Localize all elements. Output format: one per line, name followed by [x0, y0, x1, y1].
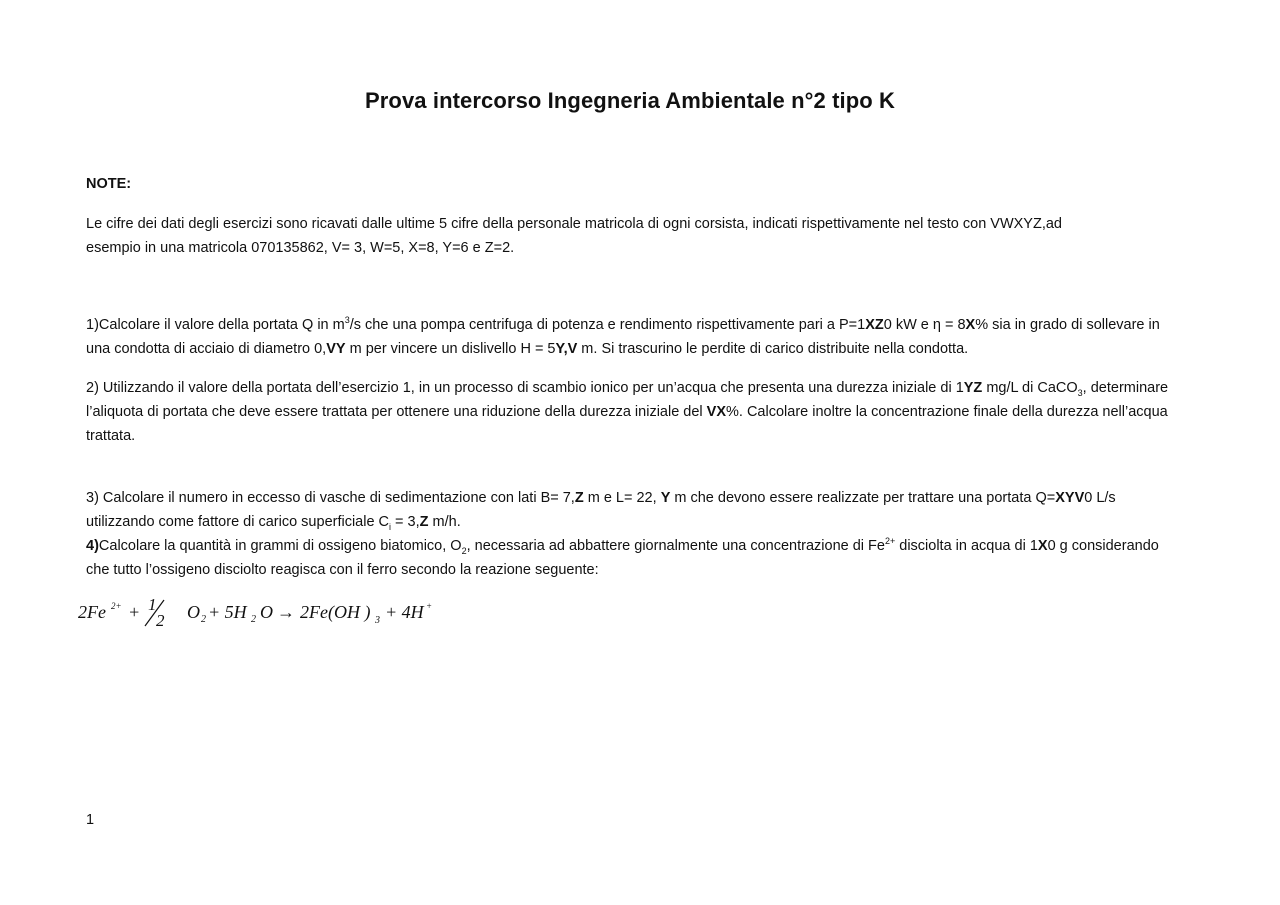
exercise-4-text: , necessaria ad abbattere giornalmente una concentrazione di Fe	[466, 538, 885, 554]
exercise-4	[86, 534, 1176, 582]
eq-term-iron: 2Fe	[78, 602, 106, 622]
exercise-1-text: m per vincere un dislivello H = 5	[345, 341, 556, 357]
reaction-equation	[78, 594, 478, 634]
exercise-3-variable: Y	[660, 490, 671, 506]
exercise-4-text: 0 g considerando che tutto l’ossigeno disciolto reagisca con il ferro secondo la reazione seguente:	[86, 538, 1159, 578]
exercise-1-text: % sia in grado di sollevare in una condotta di acciaio di diametro 0,	[86, 317, 1160, 357]
exercise-1-text: Calcolare il valore della portata Q in m	[98, 317, 345, 333]
document-title: Prova intercorso Ingegneria Ambientale n°2 tipo K	[365, 88, 895, 113]
exercise-3-number: 3)	[86, 490, 99, 506]
exercise-1-variable: Y,V	[555, 341, 578, 357]
exercise-2-text: , determinare l’aliquota di portata che deve essere trattata per ottenere una riduzione della durezza iniziale del	[86, 380, 1169, 420]
eq-term-hydrogen: + 4H	[385, 602, 424, 622]
eq-water-oxygen: O	[260, 602, 273, 622]
exercise-3-text: = 3,	[391, 514, 420, 530]
exercise-3-subscript: i	[389, 521, 392, 532]
intro-paragraph	[86, 212, 1176, 260]
exercise-3-variable: XYV	[1055, 490, 1085, 506]
intro-line-2: esempio in una matricola 070135862, V= 3, W=5, X=8, Y=6 e Z=2.	[86, 240, 515, 256]
exercise-4-subscript: 2	[461, 545, 467, 556]
exercise-1-text: 0 kW e η = 8	[883, 317, 966, 333]
eq-oxygen-subscript: 2	[201, 614, 206, 625]
exercise-2-text: Utilizzando il valore della portata dell’esercizio 1, in un processo di scambio ionico per un’acqua che presenta una durezza iniziale di 1	[98, 380, 964, 396]
exercise-2-number: 2)	[86, 380, 99, 396]
eq-term-water: + 5H	[208, 602, 247, 622]
exercise-1-variable: XZ	[865, 317, 884, 333]
exercise-4-variable: X	[1037, 538, 1048, 554]
exercise-4-superscript: 2+	[884, 536, 896, 547]
note-heading: NOTE:	[86, 176, 132, 192]
exercise-2-text: %. Calcolare inoltre la concentrazione finale della durezza nell’acqua trattata.	[86, 404, 1168, 444]
exercise-4-text: Calcolare la quantità in grammi di ossigeno biatomico, O	[98, 538, 462, 554]
exercise-2	[86, 376, 1176, 448]
exercise-1-variable: X	[965, 317, 976, 333]
eq-hydroxide-subscript: 3	[375, 615, 380, 626]
eq-arrow-icon: →	[277, 602, 295, 622]
eq-plus: +	[128, 602, 141, 622]
exercise-2-variable: YZ	[963, 380, 983, 396]
exercise-2-text: mg/L di CaCO	[982, 380, 1078, 396]
eq-term-oxygen: O	[187, 602, 200, 622]
page-number: 1	[86, 812, 95, 828]
exercise-3-text: Calcolare il numero in eccesso di vasche di sedimentazione con lati B= 7,	[98, 490, 575, 506]
exercise-3-text: m e L= 22,	[583, 490, 661, 506]
exercise-1-superscript: 3	[344, 315, 350, 326]
exercise-1	[86, 313, 1176, 361]
eq-fraction-denominator: 2	[156, 611, 165, 630]
exercise-4-number: 4)	[86, 538, 99, 554]
exercise-3-text: 0 L/s utilizzando come fattore di carico superficiale C	[86, 490, 1116, 530]
eq-water-subscript: 2	[251, 614, 256, 625]
eq-term-hydroxide: 2Fe(OH )	[300, 602, 371, 622]
exercise-1-number: 1)	[86, 317, 99, 333]
exercise-1-text: /s che una pompa centrifuga di potenza e rendimento rispettivamente pari a P=1	[349, 317, 866, 333]
exercise-3-text: m/h.	[428, 514, 461, 530]
exercise-3-variable: Z	[419, 514, 429, 530]
exercise-1-variable: VY	[326, 341, 346, 357]
exercise-3-variable: Z	[574, 490, 584, 506]
exercise-3	[86, 486, 1176, 534]
exercise-3-text: m che devono essere realizzate per trattare una portata Q=	[670, 490, 1056, 506]
eq-iron-charge: 2+	[111, 601, 122, 611]
exercise-1-text: m. Si trascurino le perdite di carico distribuite nella condotta.	[577, 341, 969, 357]
eq-hydrogen-charge: +	[426, 601, 433, 611]
exercise-2-variable: VX	[706, 404, 727, 420]
exercise-4-text: disciolta in acqua di 1	[895, 538, 1038, 554]
exercise-2-subscript: 3	[1077, 387, 1083, 398]
eq-fraction-numerator: 1	[148, 595, 157, 614]
intro-line-1: Le cifre dei dati degli esercizi sono ricavati dalle ultime 5 cifre della personale matricola di ogni corsista, indicati rispettivamente nel testo con VWXYZ,ad	[86, 216, 1062, 232]
